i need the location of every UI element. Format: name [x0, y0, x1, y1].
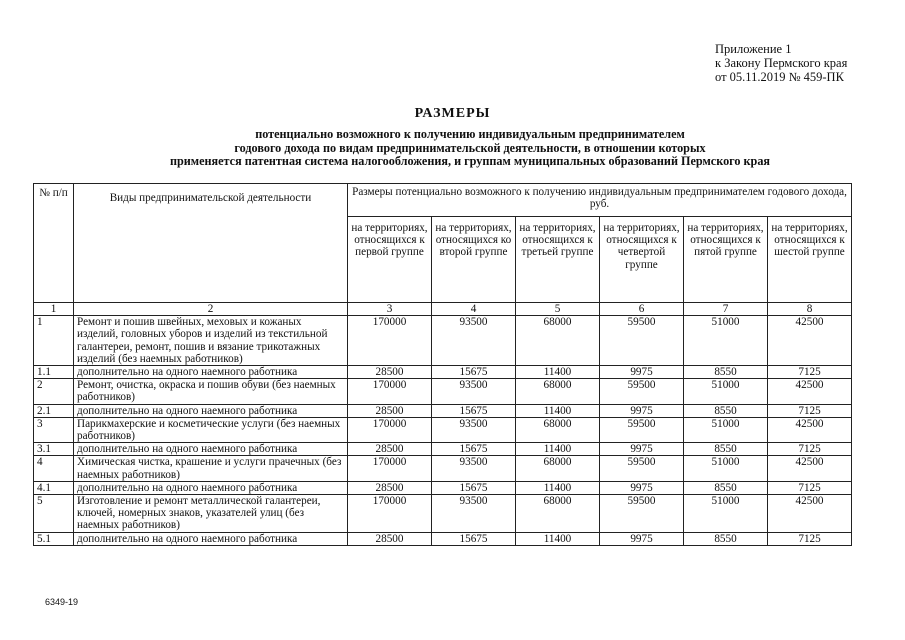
- row-value: 15675: [432, 443, 516, 456]
- table-row: [34, 316, 852, 366]
- row-value: 170000: [348, 316, 432, 366]
- row-value: 93500: [432, 379, 516, 404]
- row-number: 1: [34, 316, 74, 366]
- row-value: 51000: [684, 417, 768, 442]
- appendix-line: к Закону Пермского края: [715, 56, 848, 70]
- table-row: [34, 532, 852, 545]
- row-value: 68000: [516, 379, 600, 404]
- row-value: 28500: [348, 532, 432, 545]
- row-number: 5.1: [34, 532, 74, 545]
- row-value: 11400: [516, 443, 600, 456]
- row-value: 11400: [516, 366, 600, 379]
- header-activity: Виды предпринимательской деятельности: [74, 184, 348, 303]
- table-row: [34, 456, 852, 481]
- row-value: 42500: [768, 379, 852, 404]
- row-value: 68000: [516, 456, 600, 481]
- column-number: 7: [684, 303, 768, 316]
- row-value: 42500: [768, 417, 852, 442]
- row-activity: Ремонт, очистка, окраска и пошив обуви (без наемных работников): [74, 379, 348, 404]
- row-value: 51000: [684, 456, 768, 481]
- row-number: 5: [34, 495, 74, 533]
- income-table: [33, 183, 852, 546]
- row-number: 2: [34, 379, 74, 404]
- row-activity: Ремонт и пошив швейных, меховых и кожаных изделий, головных уборов и изделий из текстильной галантереи, ремонт, пошив и вязание трикотажных изделий (без наемных работников): [74, 316, 348, 366]
- row-value: 7125: [768, 443, 852, 456]
- header-group: на территориях, относящихся к третьей группе: [516, 217, 600, 303]
- row-value: 9975: [600, 404, 684, 417]
- header-number: № п/п: [34, 184, 74, 303]
- row-value: 59500: [600, 316, 684, 366]
- appendix-line: Приложение 1: [715, 42, 792, 56]
- header-group: на территориях, относящихся к четвертой группе: [600, 217, 684, 303]
- row-value: 28500: [348, 443, 432, 456]
- table-row: [34, 495, 852, 533]
- row-value: 170000: [348, 495, 432, 533]
- column-number: 8: [768, 303, 852, 316]
- row-number: 4.1: [34, 481, 74, 494]
- row-value: 7125: [768, 532, 852, 545]
- header-group: на территориях, относящихся ко второй группе: [432, 217, 516, 303]
- row-number: 1.1: [34, 366, 74, 379]
- row-value: 8550: [684, 366, 768, 379]
- row-value: 15675: [432, 366, 516, 379]
- row-number: 4: [34, 456, 74, 481]
- row-value: 68000: [516, 495, 600, 533]
- row-value: 8550: [684, 404, 768, 417]
- row-value: 7125: [768, 366, 852, 379]
- row-value: 11400: [516, 404, 600, 417]
- document-title: РАЗМЕРЫ: [414, 106, 491, 121]
- row-value: 15675: [432, 404, 516, 417]
- row-value: 11400: [516, 532, 600, 545]
- row-value: 93500: [432, 495, 516, 533]
- table-row: [34, 417, 852, 442]
- row-value: 93500: [432, 417, 516, 442]
- row-value: 68000: [516, 316, 600, 366]
- row-value: 93500: [432, 456, 516, 481]
- row-value: 59500: [600, 456, 684, 481]
- row-activity: дополнительно на одного наемного работника: [74, 481, 348, 494]
- row-value: 170000: [348, 379, 432, 404]
- row-value: 59500: [600, 379, 684, 404]
- row-value: 8550: [684, 532, 768, 545]
- column-number-row: [34, 303, 852, 316]
- row-activity: дополнительно на одного наемного работника: [74, 443, 348, 456]
- row-number: 2.1: [34, 404, 74, 417]
- column-number: 1: [34, 303, 74, 316]
- row-value: 42500: [768, 495, 852, 533]
- row-value: 68000: [516, 417, 600, 442]
- row-value: 51000: [684, 379, 768, 404]
- row-activity: дополнительно на одного наемного работника: [74, 532, 348, 545]
- column-number: 2: [74, 303, 348, 316]
- subtitle-line: применяется патентная система налогообложения, и группам муниципальных образований Пермского края: [169, 154, 771, 168]
- row-value: 8550: [684, 443, 768, 456]
- table-row: [34, 443, 852, 456]
- row-value: 42500: [768, 456, 852, 481]
- table-row: [34, 404, 852, 417]
- header-group: на территориях, относящихся к шестой группе: [768, 217, 852, 303]
- appendix-header: [715, 42, 847, 84]
- header-income: Размеры потенциально возможного к получению индивидуальным предпринимателем годового дохода, руб.: [348, 184, 852, 217]
- row-value: 170000: [348, 456, 432, 481]
- header-group: на территориях, относящихся к первой группе: [348, 217, 432, 303]
- row-value: 28500: [348, 481, 432, 494]
- subtitle-line: годового дохода по видам предпринимательской деятельности, в отношении которых: [234, 140, 706, 155]
- row-value: 170000: [348, 417, 432, 442]
- row-value: 51000: [684, 495, 768, 533]
- column-number: 4: [432, 303, 516, 316]
- appendix-line: от 05.11.2019 № 459-ПК: [715, 70, 844, 84]
- row-activity: дополнительно на одного наемного работника: [74, 366, 348, 379]
- row-value: 42500: [768, 316, 852, 366]
- row-value: 15675: [432, 532, 516, 545]
- row-value: 28500: [348, 366, 432, 379]
- table-row: [34, 379, 852, 404]
- row-value: 15675: [432, 481, 516, 494]
- row-activity: Изготовление и ремонт металлической галантереи, ключей, номерных знаков, указателей улиц (без наемных работников): [74, 495, 348, 533]
- row-value: 7125: [768, 404, 852, 417]
- table-row: [34, 366, 852, 379]
- row-value: 51000: [684, 316, 768, 366]
- row-activity: Парикмахерские и косметические услуги (без наемных работников): [74, 417, 348, 442]
- table-row: [34, 481, 852, 494]
- row-value: 9975: [600, 481, 684, 494]
- column-number: 3: [348, 303, 432, 316]
- row-value: 59500: [600, 495, 684, 533]
- row-value: 7125: [768, 481, 852, 494]
- column-number: 5: [516, 303, 600, 316]
- row-value: 9975: [600, 443, 684, 456]
- header-group: на территориях, относящихся к пятой группе: [684, 217, 768, 303]
- document-code: 6349-19: [45, 597, 79, 607]
- row-number: 3.1: [34, 443, 74, 456]
- row-number: 3: [34, 417, 74, 442]
- row-activity: дополнительно на одного наемного работника: [74, 404, 348, 417]
- row-value: 8550: [684, 481, 768, 494]
- row-value: 28500: [348, 404, 432, 417]
- document-subtitle: [90, 128, 850, 169]
- column-number: 6: [600, 303, 684, 316]
- row-value: 9975: [600, 366, 684, 379]
- row-activity: Химическая чистка, крашение и услуги прачечных (без наемных работников): [74, 456, 348, 481]
- row-value: 93500: [432, 316, 516, 366]
- subtitle-line: потенциально возможного к получению индивидуальным предпринимателем: [255, 127, 685, 141]
- row-value: 11400: [516, 481, 600, 494]
- row-value: 9975: [600, 532, 684, 545]
- row-value: 59500: [600, 417, 684, 442]
